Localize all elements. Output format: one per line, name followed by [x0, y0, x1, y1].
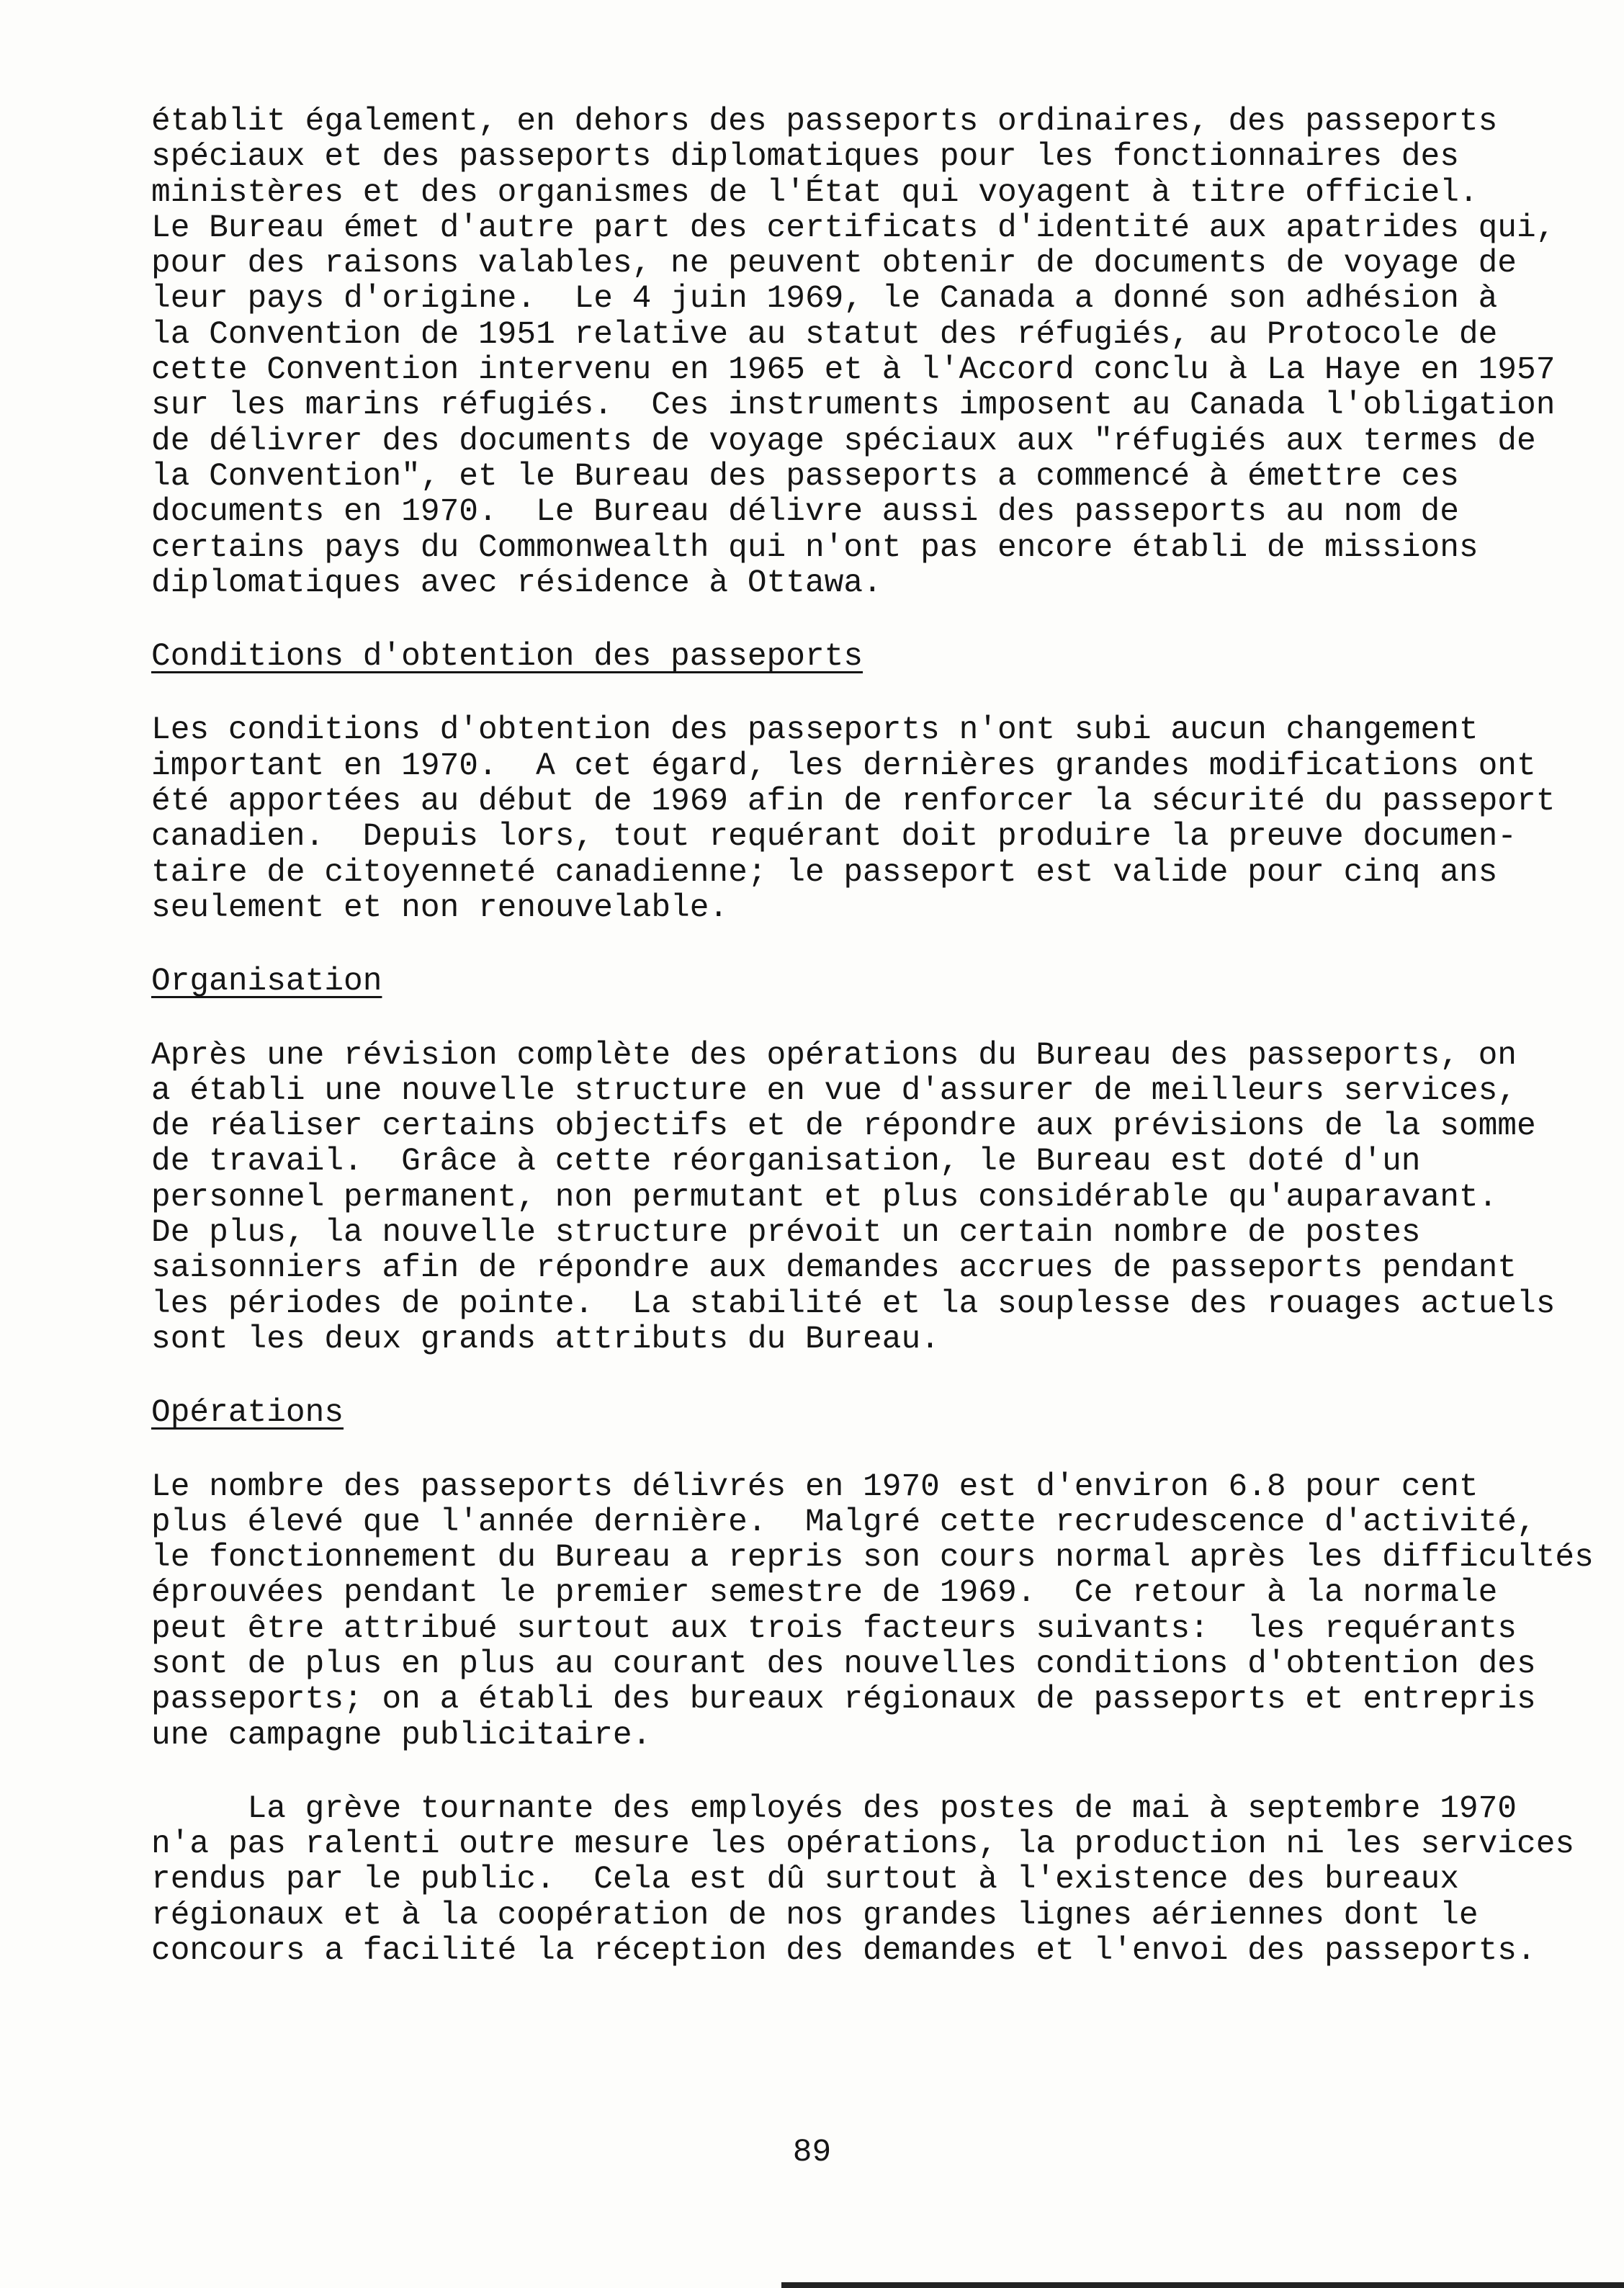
text-line: établit également, en dehors des passeports ordinaires, des passeports	[151, 104, 1498, 140]
text-line: Après une révision complète des opérations du Bureau des passeports, on	[151, 1037, 1517, 1074]
text-line: régionaux et à la coopération de nos grandes lignes aériennes dont le	[151, 1897, 1479, 1934]
text-line: Le Bureau émet d'autre part des certificats d'identité aux apatrides qui,	[151, 210, 1556, 246]
section-heading-operations: Opérations	[151, 1395, 344, 1432]
text-line: la Convention", et le Bureau des passeports a commencé à émettre ces	[151, 458, 1459, 495]
paragraph-passport-types	[151, 104, 1556, 601]
section-heading-wrap	[151, 964, 1520, 1000]
text-line: une campagne publicitaire.	[151, 1717, 652, 1754]
text-line: les périodes de pointe. La stabilité et la souplesse des rouages actuels	[151, 1286, 1556, 1322]
text-line: sur les marins réfugiés. Ces instruments imposent au Canada l'obligation	[151, 387, 1556, 424]
text-line: sont les deux grands attributs du Bureau.	[151, 1321, 940, 1358]
text-line: concours a facilité la réception des demandes et l'envoi des passeports.	[151, 1933, 1536, 1970]
text-line: pour des raisons valables, ne peuvent obtenir de documents de voyage de	[151, 246, 1517, 282]
text-line: le fonctionnement du Bureau a repris son cours normal après les difficultés	[151, 1540, 1594, 1576]
text-line: a établi une nouvelle structure en vue d'assurer de meilleurs services,	[151, 1072, 1517, 1109]
page-number: 89	[792, 2135, 832, 2171]
text-line: taire de citoyenneté canadienne; le passeport est valide pour cinq ans	[151, 854, 1498, 891]
text-line: personnel permanent, non permutant et plus considérable qu'auparavant.	[151, 1179, 1498, 1216]
paragraph-conditions	[151, 712, 1556, 926]
text-line: Le nombre des passeports délivrés en 1970 est d'environ 6.8 pour cent	[151, 1468, 1479, 1505]
text-line: la Convention de 1951 relative au statut des réfugiés, au Protocole de	[151, 316, 1498, 353]
text-line: documents en 1970. Le Bureau délivre aussi des passeports au nom de	[151, 494, 1459, 531]
bottom-edge-rule	[781, 2282, 1624, 2288]
text-line: La grève tournante des employés des postes de mai à septembre 1970	[151, 1790, 1517, 1827]
text-line: saisonniers afin de répondre aux demandes accrues de passeports pendant	[151, 1250, 1517, 1287]
section-heading-conditions: Conditions d'obtention des passeports	[151, 639, 863, 676]
paragraph-operations	[151, 1468, 1594, 1754]
section-heading-wrap	[151, 1396, 1520, 1431]
text-line: ministères et des organismes de l'État qui voyagent à titre officiel.	[151, 174, 1479, 211]
section-heading-organisation: Organisation	[151, 964, 382, 1000]
text-line: été apportées au début de 1969 afin de renforcer la sécurité du passeport	[151, 784, 1556, 820]
text-line: plus élevé que l'année dernière. Malgré cette recrudescence d'activité,	[151, 1504, 1536, 1540]
document-body	[151, 104, 1594, 1970]
text-line: passeports; on a établi des bureaux régionaux de passeports et entrepris	[151, 1682, 1536, 1718]
text-line: leur pays d'origine. Le 4 juin 1969, le Canada a donné son adhésion à	[151, 281, 1498, 318]
text-line: important en 1970. A cet égard, les dernières grandes modifications ont	[151, 748, 1536, 784]
text-line: de travail. Grâce à cette réorganisation, le Bureau est doté d'un	[151, 1144, 1421, 1180]
text-line: certains pays du Commonwealth qui n'ont pas encore établi de missions	[151, 529, 1479, 566]
text-line: spéciaux et des passeports diplomatiques pour les fonctionnaires des	[151, 139, 1459, 176]
text-line: cette Convention intervenu en 1965 et à l'Accord conclu à La Haye en 1957	[151, 352, 1556, 389]
text-line: De plus, la nouvelle structure prévoit un certain nombre de postes	[151, 1215, 1421, 1252]
text-line: n'a pas ralenti outre mesure les opérations, la production ni les services	[151, 1826, 1575, 1863]
paragraph-organisation	[151, 1037, 1556, 1358]
text-line: sont de plus en plus au courant des nouvelles conditions d'obtention des	[151, 1646, 1536, 1682]
paragraph-strike	[151, 1790, 1575, 1970]
text-line: de réaliser certains objectifs et de répondre aux prévisions de la somme	[151, 1108, 1536, 1145]
text-line: canadien. Depuis lors, tout requérant doit produire la preuve documen-	[151, 819, 1517, 856]
text-line: seulement et non renouvelable.	[151, 889, 729, 926]
text-line: éprouvées pendant le premier semestre de 1969. Ce retour à la normale	[151, 1575, 1498, 1612]
text-line: Les conditions d'obtention des passeports n'ont subi aucun changement	[151, 712, 1479, 749]
section-heading-wrap	[151, 640, 1520, 675]
text-line: de délivrer des documents de voyage spéciaux aux "réfugiés aux termes de	[151, 423, 1536, 459]
text-line: rendus par le public. Cela est dû surtout à l'existence des bureaux	[151, 1862, 1459, 1898]
text-line: peut être attribué surtout aux trois facteurs suivants: les requérants	[151, 1610, 1517, 1647]
text-line: diplomatiques avec résidence à Ottawa.	[151, 565, 882, 601]
